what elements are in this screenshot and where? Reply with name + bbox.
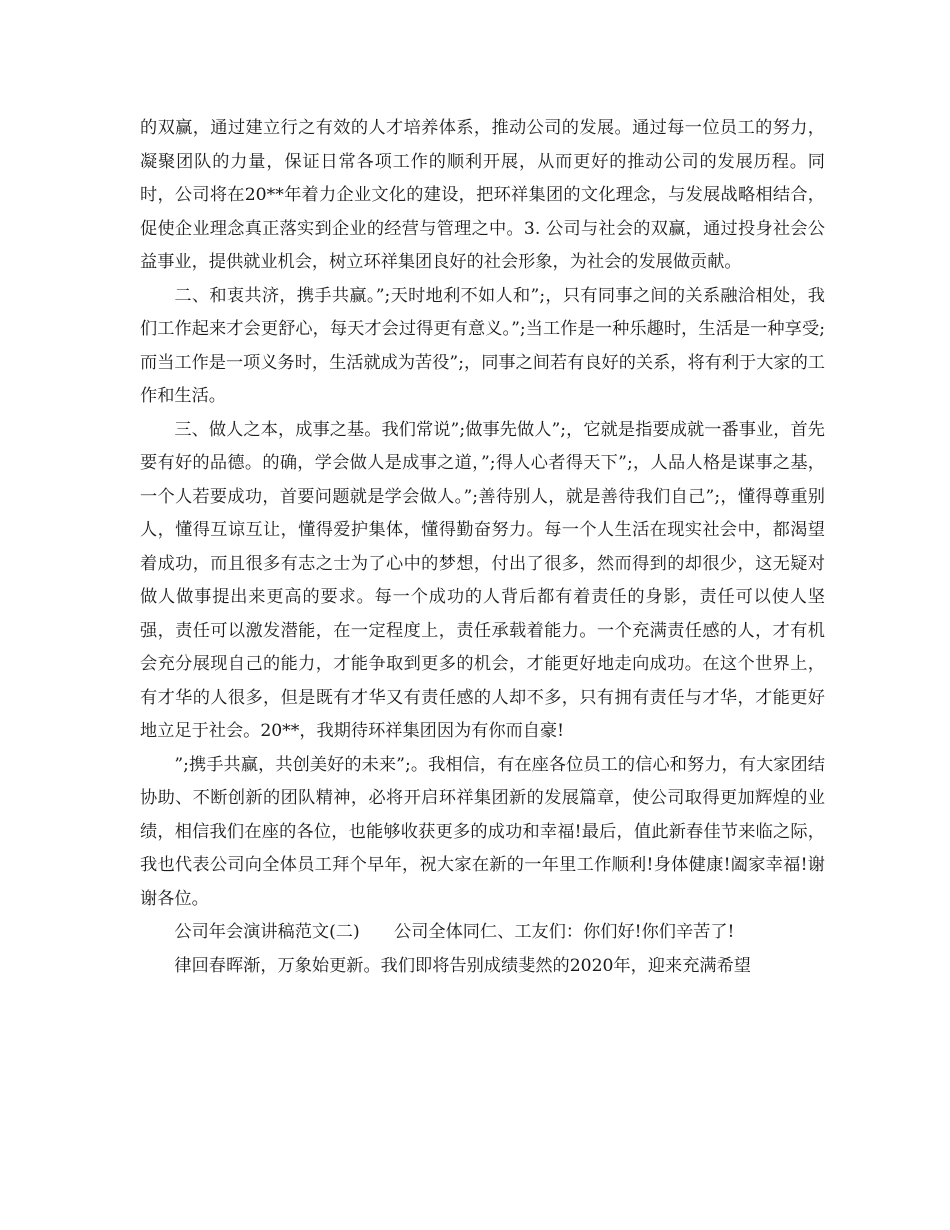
paragraph-shared-future: ”;携手共赢，共创美好的未来”;。我相信，有在座各位员工的信心和努力，有大家团结协助、不断创新的团队精神，必将开启环祥集团新的发展篇章，使公司取得更加辉煌的业绩，相信我们在座的各位，也能够收获更多的成功和幸福!最后，值此新春佳节来临之际，我也代表公司向全体员工拜个早年，祝大家在新的一年里工作顺利!身体健康!阖家幸福!谢谢各位。 (140, 754, 825, 909)
paragraph-harmony-cooperation: 二、和衷共济，携手共赢。”;天时地利不如人和”;，只有同事之间的关系融洽相处，我们工作起来才会更舒心，每天才会过得更有意义。”;当工作是一种乐趣时，生活是一种享受;而当工作是一项义务时，生活就成为苦役”;，同事之间若有良好的关系，将有利于大家的工作和生活。 (140, 285, 825, 406)
paragraph-win-win-development: 的双赢，通过建立行之有效的人才培养体系，推动公司的发展。通过每一位员工的努力，凝聚团队的力量，保证日常各项工作的顺利开展，从而更好的推动公司的发展历程。同时，公司将在20**年着力企业文化的建设，把环祥集团的文化理念，与发展战略相结合，促使企业理念真正落实到企业的经营与管理之中。3. 公司与社会的双赢，通过投身社会公益事业，提供就业机会，树立环祥集团良好的社会形象，为社会的发展做贡献。 (140, 118, 825, 272)
document-body (140, 112, 825, 983)
paragraph-speech-heading: 公司年会演讲稿范文(二) 公司全体同仁、工友们：你们好!你们辛苦了! (174, 922, 735, 942)
paragraph-character-foundation: 三、做人之本，成事之基。我们常说”;做事先做人”;，它就是指要成就一番事业，首先要有好的品德。的确，学会做人是成事之道，”;得人心者得天下”;，人品人格是谋事之基，一个人若要成功，首要问题就是学会做人。”;善待别人，就是善待我们自己”;，懂得尊重别人，懂得互谅互让，懂得爱护集体，懂得勤奋努力。每一个人生活在现实社会中，都渴望着成功，而且很多有志之士为了心中的梦想，付出了很多，然而得到的却很少，这无疑对做人做事提出来更高的要求。每一个成功的人背后都有着责任的身影，责任可以使人坚强，责任可以激发潜能，在一定程度上，责任承载着能力。一个充满责任感的人，才有机会充分展现自己的能力，才能争取到更多的机会，才能更好地走向成功。在这个世界上，有才华的人很多，但是既有才华又有责任感的人却不多，只有拥有责任与才华，才能更好地立足于社会。20**，我期待环祥集团因为有你而自豪! (140, 419, 825, 741)
paragraph-new-year-opening: 律回春晖渐，万象始更新。我们即将告别成绩斐然的2020年，迎来充满希望 (174, 955, 751, 976)
